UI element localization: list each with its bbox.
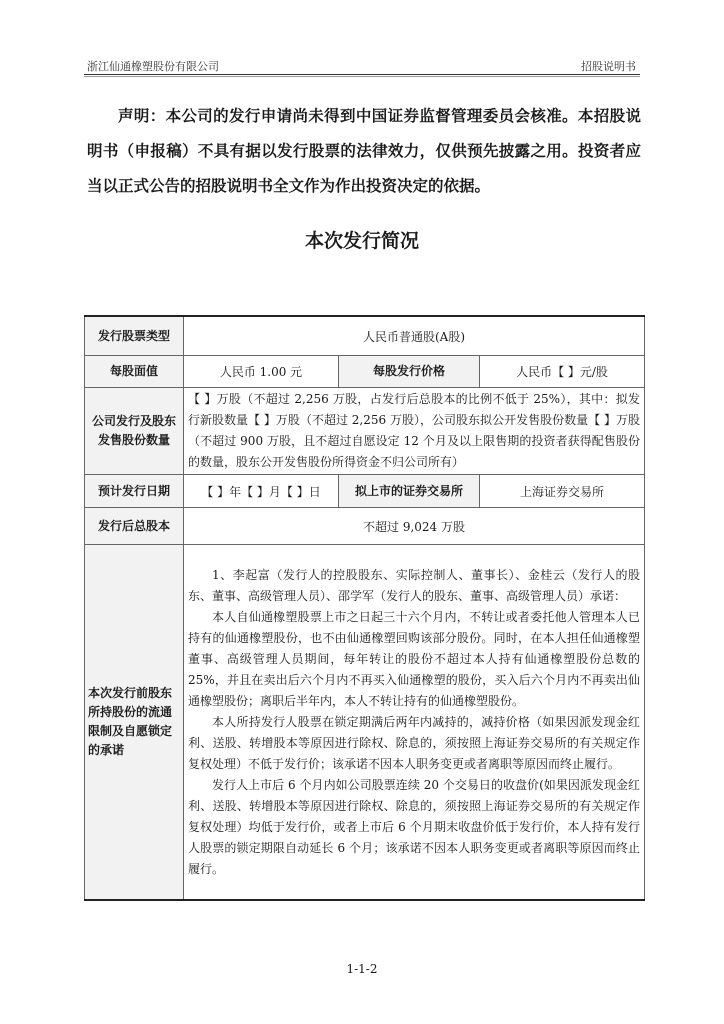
total-shares-value: 不超过 9,024 万股 <box>184 508 645 545</box>
header-document-type: 招股说明书 <box>581 60 636 73</box>
stock-type-value: 人民币普通股(A股) <box>184 316 645 356</box>
disclaimer-statement: 声明：本公司的发行申请尚未得到中国证券监督管理委员会核准。本招股说明书（申报稿）不具有据以发行股票的法律效力，仅供预先披露之用。投资者应当以正式公告的招股说明书全文作为作出投资决定的依据。 <box>87 107 641 195</box>
lockup-commitment-value <box>184 545 645 901</box>
lockup-paragraph: 本人自仙通橡塑股票上市之日起三十六个月内，不转让或者委托他人管理本人已持有的仙通橡塑股份，也不由仙通橡塑回购该部分股份。同时，在本人担任仙通橡塑董事、高级管理人员期间，每年转让的股份不超过本人持有仙通橡塑股份总数的 25%，并且在卖出后六个月内不再买入仙通橡塑的股份，买入后六个月内不再卖出仙通橡塑股份；离职后半年内，本人不转让持有的仙通橡塑股份。 <box>188 609 641 708</box>
section-title: 本次发行简况 <box>304 230 419 252</box>
table-row <box>85 316 645 356</box>
issue-date-label: 预计发行日期 <box>85 475 184 508</box>
header-divider <box>84 74 640 75</box>
par-value-value: 人民币 1.00 元 <box>184 356 339 388</box>
table-row <box>85 545 645 901</box>
lockup-paragraph: 本人所持发行人股票在锁定期满后两年内减持的，减持价格（如果因派发现金红利、送股、转增股本等原因进行除权、除息的，须按照上海证券交易所的有关规定作复权处理）不低于发行价；该承诺不因本人职务变更或者离职等原因而终止履行。 <box>188 714 641 771</box>
table-row <box>85 356 645 388</box>
par-value-label: 每股面值 <box>85 356 184 388</box>
issue-quantity-label: 公司发行及股东发售股份数量 <box>85 388 184 475</box>
total-shares-label: 发行后总股本 <box>85 508 184 545</box>
issue-price-label: 每股发行价格 <box>339 356 480 388</box>
page-number: 1-1-2 <box>346 962 378 976</box>
table-row <box>85 508 645 545</box>
table-row <box>85 388 645 475</box>
issue-quantity-value: 【 】万股（不超过 2,256 万股，占发行后总股本的比例不低于 25%），其中：拟发行新股数量【 】万股（不超过 2,256 万股），公司股东拟公开发售股份数量【 】万股（不超过 900 万股，且不超过自愿设定 12 个月及以上限售期的投资者获得配售股份的数量，股东公开发售股份所得资金不归公司所有） <box>184 388 645 475</box>
table-row <box>85 475 645 508</box>
header-divider-thin <box>84 76 640 77</box>
issue-price-value: 人民币【 】元/股 <box>480 356 645 388</box>
lockup-commitment-label: 本次发行前股东所持股份的流通限制及自愿锁定的承诺 <box>85 545 184 901</box>
stock-type-label: 发行股票类型 <box>85 316 184 356</box>
header-company-name: 浙江仙通橡塑股份有限公司 <box>87 60 219 73</box>
lockup-paragraph: 发行人上市后 6 个月内如公司股票连续 20 个交易日的收盘价(如果因派发现金红利、送股、转增股本等原因进行除权、除息的，须按照上海证券交易所的有关规定作复权处理）均低于发行价，或者上市后 6 个月期末收盘价低于发行价，本人持有发行人股票的锁定期限自动延长 6 个月；该承诺不因本人职务变更或者离职等原因而终止履行。 <box>188 777 641 876</box>
lockup-paragraph: 1、李起富（发行人的控股股东、实际控制人、董事长）、金桂云（发行人的股东、董事、高级管理人员）、邵学军（发行人的股东、董事、高级管理人员）承诺： <box>188 567 641 603</box>
issue-date-value: 【 】年【 】月【 】日 <box>184 475 339 508</box>
offering-summary-table <box>84 315 645 901</box>
exchange-value: 上海证券交易所 <box>480 475 645 508</box>
exchange-label: 拟上市的证券交易所 <box>339 475 480 508</box>
